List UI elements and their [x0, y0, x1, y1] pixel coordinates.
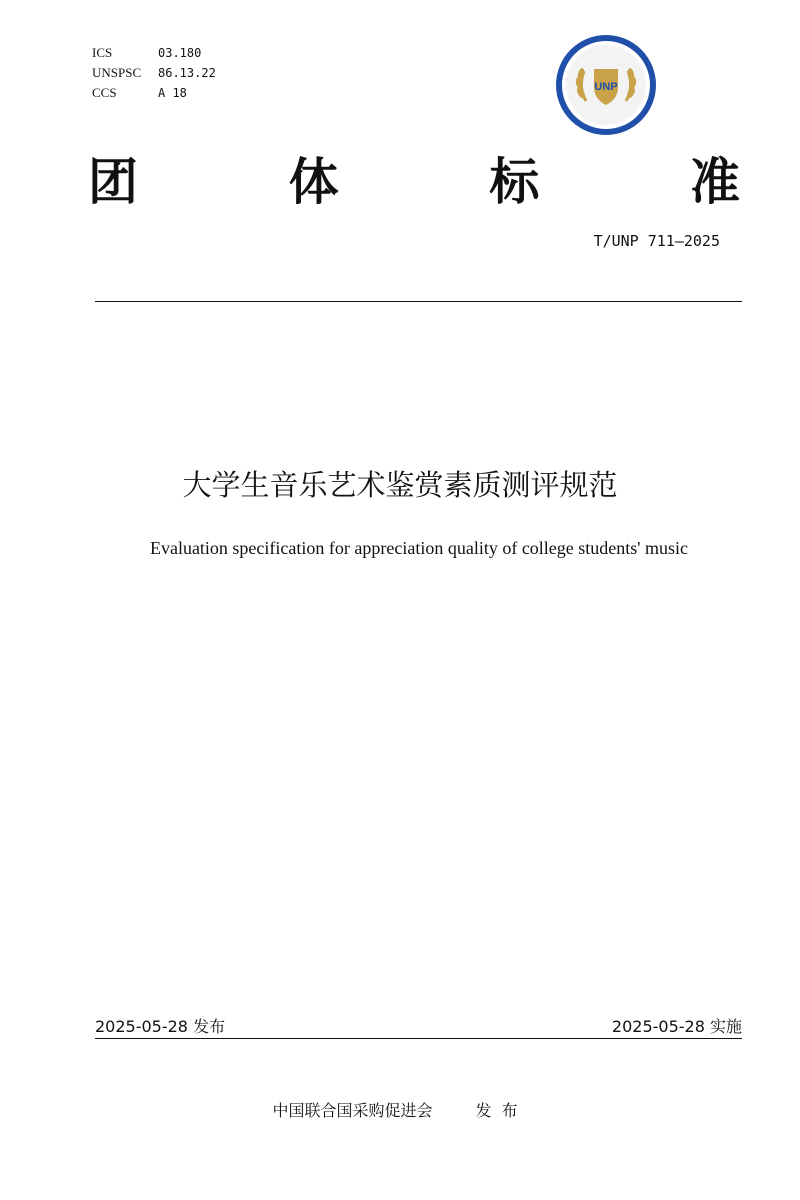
doc-type-char: 团	[88, 153, 138, 211]
unspsc-label: UNSPSC	[92, 65, 142, 80]
ics-label: ICS	[92, 45, 113, 60]
issue-date: 2025-05-28 发布	[95, 1017, 226, 1036]
doc-type-char: 体	[288, 153, 339, 211]
logo-text: UNP	[594, 81, 618, 93]
unspsc-value: 86.13.22	[158, 66, 216, 80]
doc-type-char: 标	[489, 153, 540, 211]
implementation-date: 2025-05-28 实施	[611, 1017, 742, 1036]
document-type-heading	[88, 152, 740, 212]
publisher-line	[0, 1098, 800, 1121]
publisher-action: 发布	[475, 1101, 528, 1120]
ccs-value: A 18	[158, 86, 187, 100]
top-divider	[95, 301, 742, 302]
classification-codes	[92, 43, 216, 103]
standard-number: T/UNP 711—2025	[593, 232, 720, 250]
ics-value: 03.180	[158, 46, 202, 60]
ics-row	[92, 43, 216, 63]
unp-logo	[556, 35, 656, 135]
unspsc-row	[92, 63, 216, 83]
title-english: Evaluation specification for appreciation quality of college students' music	[149, 538, 689, 558]
bottom-divider	[95, 1038, 742, 1039]
doc-type-char: 准	[689, 153, 740, 211]
publisher-name: 中国联合国采购促进会	[272, 1101, 433, 1120]
ccs-label: CCS	[92, 85, 117, 100]
title-chinese: 大学生音乐艺术鉴赏素质测评规范	[182, 468, 618, 502]
ccs-row	[92, 83, 216, 103]
